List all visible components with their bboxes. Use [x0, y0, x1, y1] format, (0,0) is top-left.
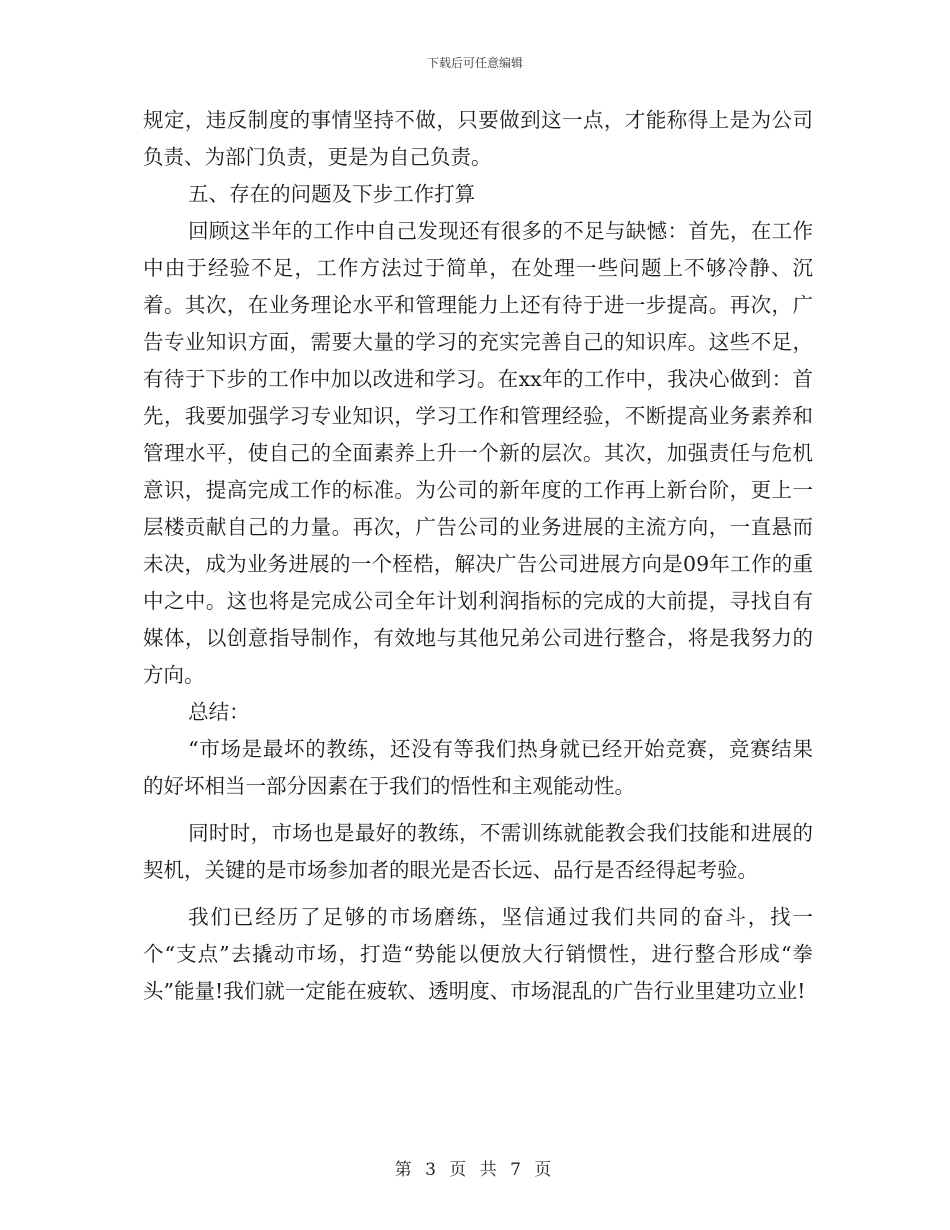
paragraph-market-worst: “市场是最坏的教练，还没有等我们热身就已经开始竞赛，竞赛结果的好坏相当一部分因素在于我们的悟性和主观能动性。: [143, 737, 813, 798]
paragraph-conclusion: 我们已经历了足够的市场磨练，坚信通过我们共同的奋斗，找一个“支点”去撬动市场，打造“势能以便放大行销惯性，进行整合形成“拳头”能量!我们就一定能在疲软、透明度、市场混乱的广告行业里建功立业!: [143, 905, 813, 1003]
paragraph-review: 回顾这半年的工作中自己发现还有很多的不足与缺憾：首先，在工作中由于经验不足，工作方法过于简单，在处理一些问题上不够冷静、沉着。其次，在业务理论水平和管理能力上还有待于进一步提高。再次，广告专业知识方面，需要大量的学习的充实完善自己的知识库。这些不足，有待于下步的工作中加以改进和学习。在xx年的工作中，我决心做到：首先，我要加强学习专业知识，学习工作和管理经验，不断提高业务素养和管理水平，使自己的全面素养上升一个新的层次。其次，加强责任与危机意识，提高完成工作的标准。为公司的新年度的工作再上新台阶，更上一层楼贡献自己的力量。再次，广告公司的业务进展的主流方向，一直悬而未决，成为业务进展的一个桎梏，解决广告公司进展方向是09年工作的重中之中。这也将是完成公司全年计划利润指标的完成的大前提，寻找自有媒体，以创意指导制作，有效地与其他兄弟公司进行整合，将是我努力的方向。: [143, 219, 813, 687]
paragraph-market-best: 同时时，市场也是最好的教练，不需训练就能教会我们技能和进展的契机，关键的是市场参加者的眼光是否长远、品行是否经得起考验。: [143, 821, 813, 882]
document-body: [143, 102, 813, 1010]
page-number: 第 3 页 共 7 页: [394, 1160, 556, 1180]
section-heading: 五、存在的问题及下步工作打算: [188, 182, 476, 206]
summary-heading: 总结：: [188, 700, 250, 724]
paragraph-continuation: 规定，违反制度的事情坚持不做，只要做到这一点，才能称得上是为公司负责、为部门负责，更是为自己负责。: [143, 108, 813, 169]
page-header: 下载后可任意编辑: [426, 56, 523, 70]
